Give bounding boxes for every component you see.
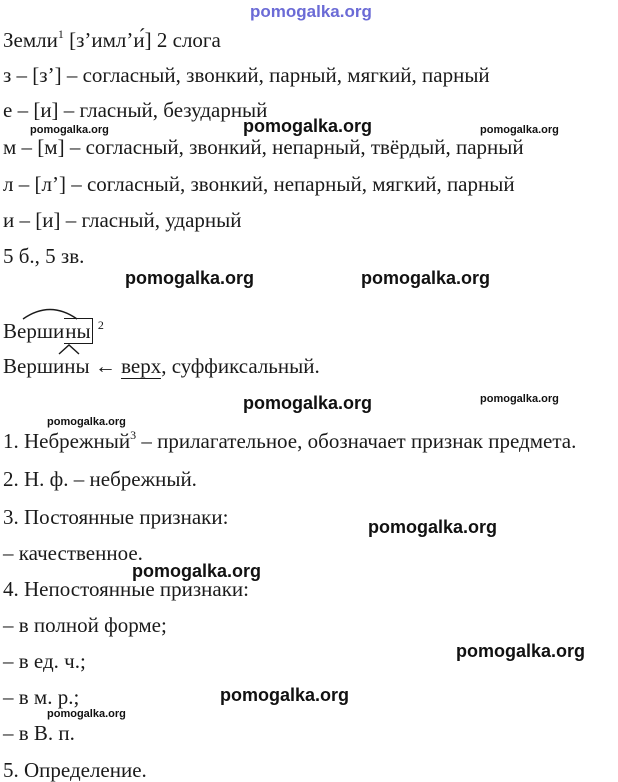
source-word: верх bbox=[121, 354, 162, 378]
morph-item: 3. Постоянные признаки: bbox=[3, 505, 229, 529]
watermark: pomogalka.org bbox=[47, 708, 126, 720]
phonetic-transcription: [з’имл’и́] 2 слога bbox=[69, 28, 221, 52]
morph-item: 4. Непостоянные признаки: bbox=[3, 577, 249, 601]
phonetic-summary: 5 б., 5 зв. bbox=[3, 244, 85, 268]
watermark: pomogalka.org bbox=[30, 124, 109, 136]
watermark: pomogalka.org bbox=[125, 268, 255, 288]
morph-word: 1. Небрежный bbox=[3, 429, 131, 453]
phonetic-header bbox=[3, 28, 221, 52]
morph-definition: – прилагательное, обозначает признак предмета. bbox=[136, 429, 577, 453]
derivation-line bbox=[3, 354, 320, 378]
phonetic-row: з – [з’] – согласный, звонкий, парный, мягкий, парный bbox=[3, 63, 490, 87]
watermark: pomogalka.org bbox=[456, 641, 586, 661]
morph-item: – качественное. bbox=[3, 541, 143, 565]
morph-item: – в В. п. bbox=[3, 721, 75, 745]
morph-item: – в ед. ч.; bbox=[3, 649, 86, 673]
phonetic-row: и – [и] – гласный, ударный bbox=[3, 208, 242, 232]
watermark: pomogalka.org bbox=[243, 393, 373, 413]
derivation-word-wrap bbox=[3, 354, 90, 378]
watermark-top: pomogalka.org bbox=[250, 2, 372, 21]
morph-item: – в полной форме; bbox=[3, 613, 167, 637]
morphemic-word bbox=[3, 319, 93, 343]
morph-item: 2. Н. ф. – небрежный. bbox=[3, 467, 197, 491]
morph-item: 5. Определение. bbox=[3, 758, 147, 782]
watermark: pomogalka.org bbox=[243, 116, 373, 136]
word-ending: ны bbox=[65, 319, 91, 343]
watermark: pomogalka.org bbox=[47, 416, 126, 428]
footnote-mark-3: 3 bbox=[130, 428, 137, 442]
watermark: pomogalka.org bbox=[361, 268, 491, 288]
phonetic-word: Земли bbox=[3, 28, 58, 52]
derivation-arrow: ← bbox=[94, 354, 116, 378]
morph-line-1 bbox=[3, 429, 576, 453]
root-arc-icon bbox=[21, 306, 79, 320]
watermark: pomogalka.org bbox=[480, 393, 559, 405]
watermark: pomogalka.org bbox=[220, 685, 350, 705]
derivation-method: , суффиксальный. bbox=[161, 354, 320, 378]
derivation-word: Вершины bbox=[3, 354, 90, 378]
footnote-mark-2: 2 bbox=[97, 318, 104, 332]
phonetic-row: м – [м] – согласный, звонкий, непарный, твёрдый, парный bbox=[3, 135, 524, 159]
phonetic-row: е – [и] – гласный, безударный bbox=[3, 98, 268, 122]
suffix-caret-icon bbox=[57, 343, 81, 355]
morph-item: – в м. р.; bbox=[3, 685, 80, 709]
footnote-mark-1: 1 bbox=[57, 27, 64, 41]
watermark: pomogalka.org bbox=[132, 561, 262, 581]
watermark: pomogalka.org bbox=[480, 124, 559, 136]
word-root: Верши bbox=[3, 319, 65, 343]
phonetic-row: л – [л’] – согласный, звонкий, непарный, мягкий, парный bbox=[3, 172, 515, 196]
watermark: pomogalka.org bbox=[368, 517, 498, 537]
morphemic-line bbox=[3, 319, 104, 343]
